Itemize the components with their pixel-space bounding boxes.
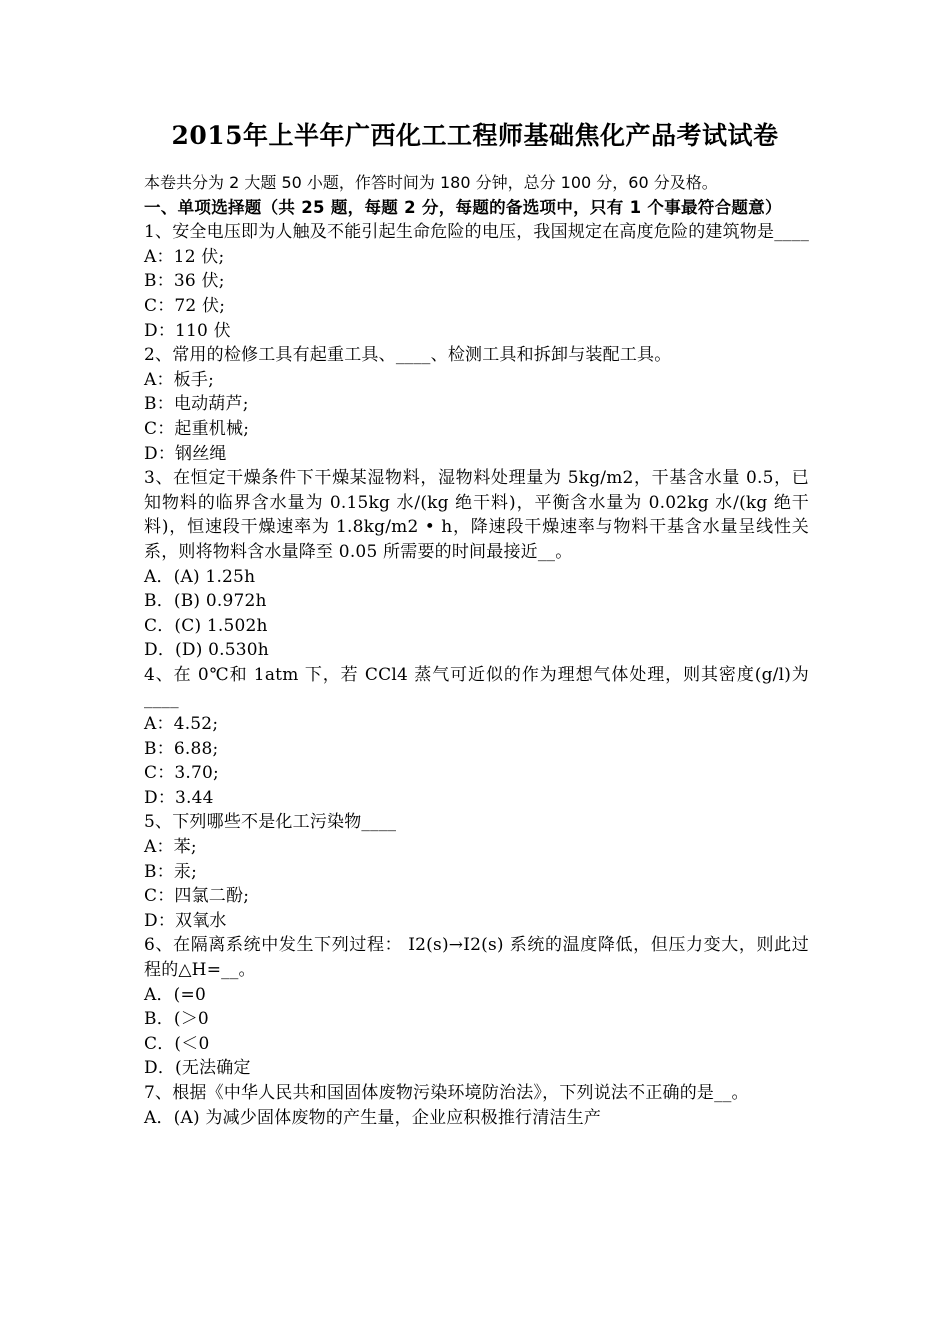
question-4 [144,663,809,811]
option-b: B：汞; [144,861,198,882]
question-text: 6、在隔离系统中发生下列过程： I2(s)→I2(s) 系统的温度降低，但压力变大，则此过程的△H=__。 [144,935,809,980]
option-b: B．(B) 0.972h [144,591,267,612]
exam-intro: 本卷共分为 2 大题 50 小题，作答时间为 180 分钟，总分 100 分，60 分及格。 [144,173,718,192]
option-a: A：4.52; [144,714,219,735]
question-text: 7、根据《中华人民共和国固体废物污染环境防治法》，下列说法不正确的是__。 [144,1082,749,1103]
option-b: B：36 伏; [144,271,225,292]
document-body [144,171,809,1130]
option-a: A：板手; [144,369,215,390]
option-d: D．(D) 0.530h [144,640,269,661]
question-2 [144,343,809,466]
option-c: C：起重机械; [144,418,250,439]
question-5 [144,810,809,933]
option-c: C：四氯二酚; [144,886,250,907]
question-text: 4、在 0℃和 1atm 下，若 CCl4 蒸气可近似的作为理想气体处理，则其密度(g/l)为____ [144,664,809,710]
option-a: A：12 伏; [144,246,225,267]
option-a: A．(A) 为减少固体废物的产生量，企业应积极推行清洁生产 [144,1107,602,1128]
question-1 [144,220,809,343]
option-a: A：苯; [144,837,197,858]
option-c: C：72 伏; [144,295,226,316]
question-7 [144,1081,809,1130]
question-text: 5、下列哪些不是化工污染物____ [144,812,397,833]
question-text: 1、安全电压即为人触及不能引起生命危险的电压，我国规定在高度危险的建筑物是____ [144,222,810,243]
option-a: A．(=0 [144,984,206,1005]
option-d: D：钢丝绳 [144,443,227,464]
option-b: B：电动葫芦; [144,394,249,415]
option-a: A．(A) 1.25h [144,566,256,587]
question-3 [144,466,809,663]
question-text: 3、在恒定干燥条件下干燥某湿物料，湿物料处理量为 5kg/m2，干基含水量 0.5，已知物料的临界含水量为 0.15kg 水/(kg 绝干料)，平衡含水量为 0.02kg 水/(kg 绝干料)，恒速段干燥速率为 1.8kg/m2 • h，降速段干燥速率与物料干基含水量呈线性关系，则将物料含水量降至 0.05 所需要的时间最接近__。 [144,468,809,562]
question-6 [144,933,809,1081]
option-c: C．(C) 1.502h [144,615,268,636]
section-heading: 一、单项选择题（共 25 题，每题 2 分，每题的备选项中，只有 1 个事最符合题意） [144,197,782,217]
option-c: C：3.70; [144,763,219,784]
option-d: D．(无法确定 [144,1058,251,1079]
option-d: D：110 伏 [144,320,231,341]
option-d: D：3.44 [144,787,214,808]
option-d: D：双氧水 [144,910,227,931]
document-title: 2015年上半年广西化工工程师基础焦化产品考试试卷 [171,121,779,150]
option-c: C．(＜0 [144,1033,210,1054]
option-b: B：6.88; [144,738,219,759]
question-text: 2、常用的检修工具有起重工具、____、检测工具和拆卸与装配工具。 [144,345,672,366]
option-b: B．(＞0 [144,1009,209,1030]
